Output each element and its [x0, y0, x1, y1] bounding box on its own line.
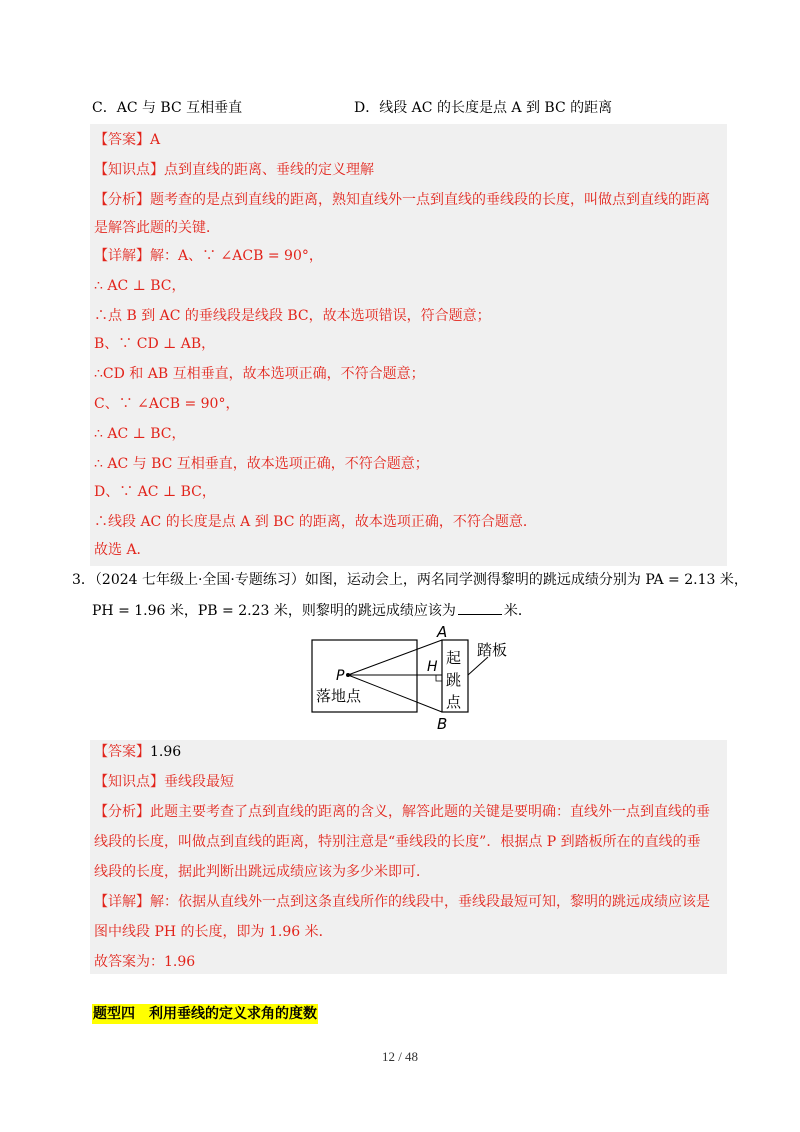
- label-a: A: [437, 625, 448, 641]
- landing-label: 落地点: [316, 687, 362, 705]
- q2-detail-4: B、∵ CD ⊥ AB，: [94, 336, 216, 352]
- option-c: C．AC 与 BC 互相垂直: [92, 100, 243, 116]
- q2-detail-1: 【详解】解：A、∵ ∠ACB = 90°，: [94, 248, 323, 264]
- q2-answer: 【答案】A: [94, 132, 161, 148]
- answer-blank: [458, 600, 502, 615]
- q3-solution-box: [90, 740, 727, 974]
- q3-analysis-2: 线段的长度，叫做点到直线的距离，特别注意是“垂线段的长度”．根据点 P 到踏板所在的直线的垂: [94, 834, 701, 850]
- q2-detail-6: C、∵ ∠ACB = 90°，: [94, 396, 240, 412]
- segment-pb: [348, 675, 442, 712]
- q3-conclusion: 故答案为：1.96: [94, 954, 196, 970]
- board-char-1: 起: [446, 649, 462, 667]
- q2-detail-7: ∴ AC ⊥ BC，: [94, 426, 186, 442]
- q3-answer: [94, 742, 181, 762]
- q3-line-2-text: PH = 1.96 米，PB = 2.23 米，则黎明的跳远成绩应该为: [92, 603, 456, 619]
- label-p: P: [336, 668, 345, 684]
- q2-knowledge: 【知识点】点到直线的距离、垂线的定义理解: [94, 162, 374, 178]
- q2-detail-3: ∴点 B 到 AC 的垂线段是线段 BC，故本选项错误，符合题意；: [94, 308, 491, 324]
- q2-detail-10: ∴线段 AC 的长度是点 A 到 BC 的距离，故本选项正确，不符合题意．: [94, 514, 537, 530]
- q3-detail-1: 【详解】解：依据从直线外一点到这条直线所作的线段中，垂线段最短可知，黎明的跳远成绩应该是: [94, 894, 710, 910]
- q3-answer-value: 1.96: [150, 744, 182, 760]
- board-char-2: 跳: [446, 671, 462, 689]
- q2-detail-9: D、∵ AC ⊥ BC，: [94, 484, 216, 500]
- q3-line-2-unit: 米．: [503, 603, 532, 619]
- q2-analysis-1: 【分析】题考查的是点到直线的距离，熟知直线外一点到直线的垂线段的长度，叫做点到直线的距离: [94, 192, 710, 208]
- label-b: B: [437, 715, 448, 733]
- q3-analysis-1: 【分析】此题主要考查了点到直线的距离的含义，解答此题的关键是要明确：直线外一点到直线的垂: [94, 804, 710, 820]
- long-jump-figure: [300, 625, 530, 735]
- q3-line-1: 3．（2024 七年级上·全国·专题练习）如图，运动会上，两名同学测得黎明的跳远成绩分别为 PA = 2.13 米，: [72, 572, 748, 588]
- q2-conclusion: 故选 A．: [94, 542, 151, 558]
- section-title: 题型四 利用垂线的定义求角的度数: [93, 1006, 317, 1022]
- q2-solution-box: [90, 124, 727, 566]
- q3-analysis-3: 线段的长度，据此判断出跳远成绩应该为多少米即可．: [94, 864, 430, 880]
- right-angle-mark: [436, 675, 442, 681]
- board-char-3: 点: [446, 693, 462, 711]
- q3-line-2: [92, 600, 532, 621]
- q3-detail-2: 图中线段 PH 的长度，即为 1.96 米．: [94, 924, 333, 940]
- q2-analysis-2: 是解答此题的关键．: [94, 220, 220, 236]
- option-d: D．线段 AC 的长度是点 A 到 BC 的距离: [354, 100, 613, 116]
- q2-detail-5: ∴CD 和 AB 互相垂直，故本选项正确，不符合题意；: [94, 366, 425, 382]
- board-pointer: [468, 657, 488, 675]
- q3-knowledge: 【知识点】垂线段最短: [94, 774, 234, 790]
- board-label: 踏板: [477, 641, 508, 659]
- q3-answer-label: 【答案】: [94, 744, 150, 760]
- q2-detail-2: ∴ AC ⊥ BC，: [94, 278, 186, 294]
- label-h: H: [427, 659, 438, 675]
- point-p: [346, 673, 350, 677]
- q2-detail-8: ∴ AC 与 BC 互相垂直，故本选项正确，不符合题意；: [94, 456, 429, 472]
- page-number: 12 / 48: [381, 1049, 419, 1064]
